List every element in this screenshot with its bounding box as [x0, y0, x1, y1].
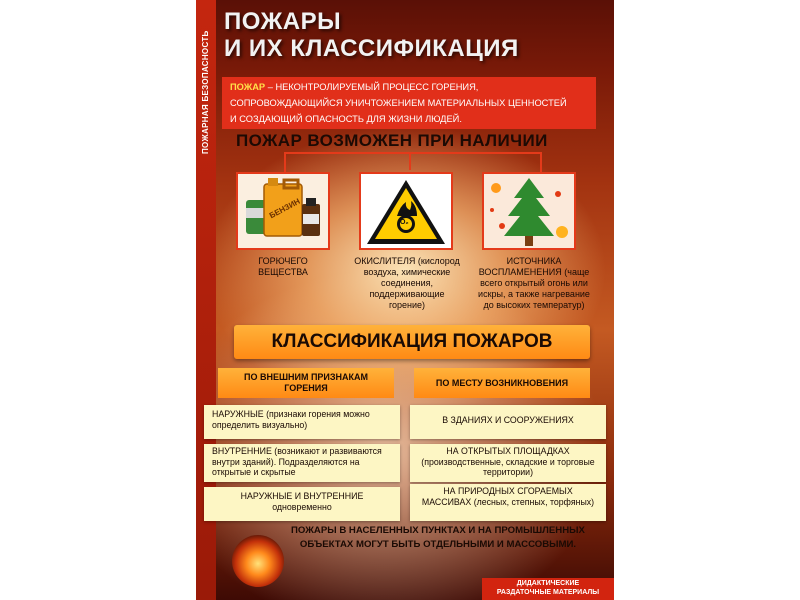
col-place-heading: ПО МЕСТУ ВОЗНИКНОВЕНИЯ: [414, 368, 590, 398]
place-item: [410, 405, 606, 439]
oxidizer-caption-line: воздуха, химические: [363, 267, 451, 277]
place-item: [410, 484, 606, 521]
external-item-desc: одновременно: [272, 501, 332, 512]
oxidizer-caption: [344, 256, 470, 311]
oxidizer-caption-line: горение): [388, 300, 426, 310]
ignition-caption-line: до высоких температур): [483, 300, 585, 310]
oxygen-badge: O₂: [400, 219, 409, 226]
definition-line-2: СОПРОВОЖДАЮЩИЙСЯ УНИЧТОЖЕНИЕМ МАТЕРИАЛЬНЫХ ЦЕННОСТЕЙ: [230, 98, 567, 108]
classification-heading: КЛАССИФИКАЦИЯ ПОЖАРОВ: [234, 325, 590, 359]
fuel-caption: [224, 256, 342, 278]
ignition-caption: [466, 256, 602, 311]
external-item-desc: (признаки горения можно определить визуально): [212, 409, 370, 430]
external-item-desc: (возникают и развиваются внутри зданий). Подразделяются на открытые и скрытые: [212, 446, 382, 477]
flame-icon: [232, 535, 284, 587]
oxidizer-caption-line: соединения,: [380, 278, 434, 288]
external-item: [204, 487, 400, 521]
connector-bracket: [284, 152, 542, 172]
place-item-title: В ЗДАНИЯХ И СООРУЖЕНИЯХ: [442, 415, 574, 425]
title-line-2: И ИХ КЛАССИФИКАЦИЯ: [224, 35, 519, 62]
ignition-caption-line: ВОСПЛАМЕНЕНИЯ (чаще: [478, 267, 590, 277]
ignition-source-icon: [484, 174, 574, 248]
external-item-title: НАРУЖНЫЕ И ВНУТРЕННИЕ: [240, 491, 364, 501]
place-item-title: НА ПРИРОДНЫХ СГОРАЕМЫХ МАССИВАХ: [421, 486, 573, 507]
title-line-1: ПОЖАРЫ: [224, 8, 342, 35]
side-label: ПОЖАРНАЯ БЕЗОПАСНОСТЬ: [201, 30, 210, 154]
definition-term: ПОЖАР: [230, 82, 266, 92]
corner-line: ДИДАКТИЧЕСКИЕ: [516, 580, 580, 587]
definition-box: [222, 77, 596, 129]
col-external-heading-line: ГОРЕНИЯ: [284, 383, 328, 393]
ignition-card: [482, 172, 576, 250]
external-item: [204, 405, 400, 439]
place-item-desc: (производственные, складские и торговые территории): [421, 456, 595, 477]
conditions-heading: ПОЖАР ВОЗМОЖЕН ПРИ НАЛИЧИИ: [236, 131, 548, 150]
definition-line-3: И СОЗДАЮЩИЙ ОПАСНОСТЬ ДЛЯ ЖИЗНИ ЛЮДЕЙ.: [230, 114, 462, 124]
ignition-caption-line: ИСТОЧНИКА: [506, 256, 562, 266]
oxidizer-card: [359, 172, 453, 250]
external-item: [204, 444, 400, 482]
place-item-desc: (лесных, степных, торфяных): [471, 496, 595, 507]
fuel-card: [236, 172, 330, 250]
external-item-title: НАРУЖНЫЕ: [212, 409, 264, 419]
canister-label: БЕНЗИН: [267, 196, 302, 221]
fuel-caption-line: ГОРЮЧЕГО: [258, 256, 308, 266]
ignition-caption-line: всего открытый огонь или: [480, 278, 588, 288]
oxidizer-caption-line: поддерживающие: [369, 289, 445, 299]
footer-note: [288, 524, 588, 552]
footer-line: ПОЖАРЫ В НАСЕЛЕННЫХ ПУНКТАХ И НА ПРОМЫШЛЕННЫХ: [291, 525, 585, 536]
place-item-title: НА ОТКРЫТЫХ ПЛОЩАДКАХ: [446, 446, 570, 456]
definition-line-1: – НЕКОНТРОЛИРУЕМЫЙ ПРОЦЕСС ГОРЕНИЯ,: [265, 82, 479, 92]
corner-label: [482, 578, 614, 600]
poster-title: [224, 8, 519, 62]
connector-middle: [409, 152, 411, 170]
fuel-caption-line: ВЕЩЕСТВА: [258, 267, 308, 277]
col-external-heading-line: ПО ВНЕШНИМ ПРИЗНАКАМ: [243, 372, 369, 382]
external-item-title: ВНУТРЕННИЕ: [212, 446, 272, 456]
corner-line: РАЗДАТОЧНЫЕ МАТЕРИАЛЫ: [496, 588, 600, 596]
footer-line: ОБЪЕКТАХ МОГУТ БЫТЬ ОТДЕЛЬНЫМИ И МАССОВЫМИ.: [299, 539, 577, 550]
oxidizer-warning-icon: [361, 174, 451, 248]
place-item: [410, 444, 606, 482]
ignition-caption-line: искры, а также нагревание: [478, 289, 590, 299]
poster: [196, 0, 614, 600]
oxidizer-caption-line: ОКИСЛИТЕЛЯ (кислород: [354, 256, 460, 266]
col-external-heading: [218, 368, 394, 398]
